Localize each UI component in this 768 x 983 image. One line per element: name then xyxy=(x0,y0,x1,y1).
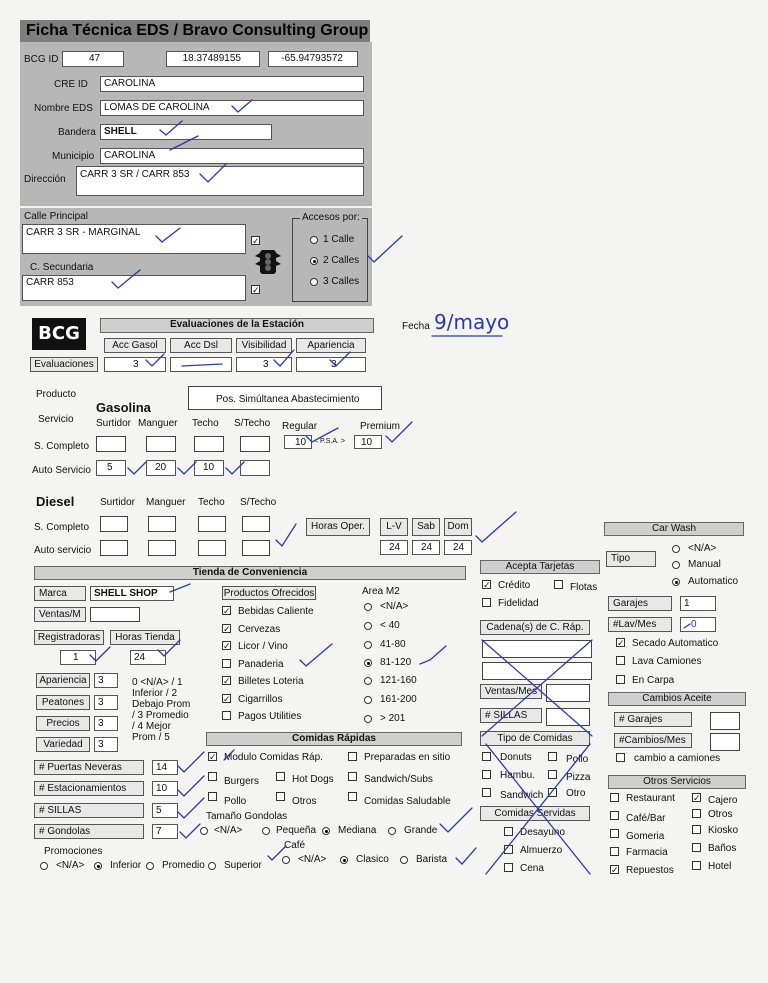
bcg-logo: BCG xyxy=(32,318,86,350)
horas-sab-field[interactable]: 24 xyxy=(412,540,440,555)
producto-cervezas-checkbox[interactable]: ✓ xyxy=(223,624,231,634)
saludable-label: Comidas Saludable xyxy=(364,796,451,807)
horas-dom-field[interactable]: 24 xyxy=(444,540,472,555)
banos-label: Baños xyxy=(708,843,737,854)
escala-1: Inferior / 2 xyxy=(132,688,178,699)
otros-servicio-label: Otros xyxy=(708,809,733,820)
aceite-garajes-label: # Garajes xyxy=(614,712,692,727)
area-201-label: > 201 xyxy=(380,713,406,724)
accesos-1-label: 1 Calle xyxy=(323,234,355,245)
producto-panaderia-label: Panaderia xyxy=(238,659,284,670)
carwash-manual-label: Manual xyxy=(688,559,721,570)
servicio-label: Servicio xyxy=(38,414,74,425)
eval-col-apariencia: Apariencia xyxy=(296,338,366,353)
carwash-tipo-label: Tipo xyxy=(606,551,656,567)
municipio-label: Municipio xyxy=(52,151,95,162)
aceite-cambios-label: #Cambios/Mes xyxy=(614,733,692,748)
gas-auto-label: Auto Servicio xyxy=(32,465,91,476)
desayuno-label: Desayuno xyxy=(520,827,566,838)
cafe-na-label: <N/A> xyxy=(298,854,327,865)
check-mark-modulo xyxy=(224,750,234,760)
longitude-field[interactable]: -65.94793572 xyxy=(268,51,358,67)
check-mark-tamano xyxy=(440,808,472,832)
cre-id-field[interactable]: CAROLINA xyxy=(100,76,364,92)
area-40-label: < 40 xyxy=(380,620,400,631)
sillas-field[interactable]: 5 xyxy=(152,803,178,818)
direccion-field[interactable]: CARR 3 SR / CARR 853 xyxy=(76,166,364,196)
gas-col-techo: Techo xyxy=(192,418,219,429)
evaluaciones-title: Evaluaciones de la Estación xyxy=(100,318,374,333)
check-mark-eval-3 xyxy=(274,350,294,366)
flotas-label: Flotas xyxy=(570,582,598,593)
camiones-label: cambio a camiones xyxy=(634,753,721,764)
regular-field[interactable]: 10 xyxy=(284,435,312,449)
promo-promedio-label: Promedio xyxy=(162,860,205,871)
tipo-otro-label: Otro xyxy=(566,788,586,799)
check-mark-direccion xyxy=(200,164,226,182)
gas-auto-manguer[interactable]: 20 xyxy=(146,460,176,476)
check-mark-premium xyxy=(386,422,412,442)
promo-na-label: <N/A> xyxy=(56,860,85,871)
area-200-label: 161-200 xyxy=(380,694,417,705)
promo-inferior-label: Inferior xyxy=(110,860,142,871)
check-mark-eval-1 xyxy=(146,354,164,366)
bandera-label: Bandera xyxy=(58,127,96,138)
variedad-label: Variedad xyxy=(36,737,90,752)
eval-col-acc-dsl: Acc Dsl xyxy=(170,338,232,353)
producto-bebidas-label: Bebidas Caliente xyxy=(238,606,314,617)
pos-simultanea-label: Pos. Simúltanea Abastecimiento xyxy=(216,394,360,405)
dsl-col-surtidor: Surtidor xyxy=(100,497,136,508)
escala-4: / 4 Mejor xyxy=(132,721,171,732)
dsl-col-manguer: Manguer xyxy=(146,497,186,508)
calle-principal-field[interactable]: CARR 3 SR - MARGINAL xyxy=(22,224,246,254)
check-mark-diesel xyxy=(276,524,296,546)
dsl-col-stecho: S/Techo xyxy=(240,497,277,508)
check-mark-puertas xyxy=(178,752,204,772)
restaurant-label: Restaurant xyxy=(626,793,675,804)
nombre-eds-field[interactable]: LOMAS DE CAROLINA xyxy=(100,100,364,116)
check-mark-calle-secundaria xyxy=(112,270,140,288)
check-mark-estacionamientos xyxy=(178,776,204,796)
horas-tienda-field[interactable]: 24 xyxy=(130,650,166,665)
ventas-label: Ventas/M xyxy=(34,607,86,622)
donuts-label: Donuts xyxy=(500,752,532,763)
area-80-label: 41-80 xyxy=(380,639,406,650)
tipo-pollo-label: Pollo xyxy=(566,754,589,765)
estacionamientos-label: # Estacionamientos xyxy=(34,781,144,796)
gas-col-stecho: S/Techo xyxy=(234,418,271,429)
eval-visibilidad-field[interactable]: 3 xyxy=(236,357,292,372)
area-120-label: 81-120 xyxy=(380,657,412,668)
nombre-eds-label: Nombre EDS xyxy=(34,103,93,114)
horas-lv-field[interactable]: 24 xyxy=(380,540,408,555)
ventas-mes-label: Ventas/Mes xyxy=(480,684,542,699)
repuestos-label: Repuestos xyxy=(626,865,674,876)
calle-secundaria-checkbox[interactable]: ✓ xyxy=(252,285,260,295)
hambu-label: Hambu. xyxy=(500,770,536,781)
aceite-title: Cambios Aceite xyxy=(608,692,746,706)
fecha-handwritten: 9/mayo xyxy=(434,310,510,334)
gondolas-label: # Gondolas xyxy=(34,824,144,839)
producto-cigarrillos-label: Cigarrillos xyxy=(238,694,283,705)
horas-tienda-label: Horas Tienda xyxy=(110,630,180,645)
producto-utilities-label: Pagos Utilities xyxy=(238,711,302,722)
area-160-label: 121-160 xyxy=(380,675,417,686)
carwash-title: Car Wash xyxy=(604,522,744,536)
latitude-field[interactable]: 18.37489155 xyxy=(166,51,260,67)
cafe-bar-label: Café/Bar xyxy=(626,813,666,824)
producto-loteria-checkbox[interactable]: ✓ xyxy=(223,676,231,686)
premium-label: Premium xyxy=(360,421,401,432)
tamano-pequena-label: Pequeña xyxy=(276,825,317,836)
escala-2: Debajo Prom xyxy=(132,699,191,710)
check-mark-calle-principal xyxy=(156,228,180,242)
check-mark-area xyxy=(420,646,446,664)
carwash-garajes-label: Garajes xyxy=(608,596,672,611)
marca-label: Marca xyxy=(34,586,86,601)
modulo-comidas-checkbox[interactable]: ✓ xyxy=(209,752,217,762)
fidelidad-label: Fidelidad xyxy=(498,598,539,609)
accesos-2-label: 2 Calles xyxy=(323,255,360,266)
diesel-title: Diesel xyxy=(36,494,75,509)
comidas-title: Comidas Rápidas xyxy=(206,732,462,746)
check-mark-accesos xyxy=(368,236,402,262)
promociones-label: Promociones xyxy=(44,846,103,857)
check-mark-bandera xyxy=(160,121,182,135)
check-mark-gas-auto-2 xyxy=(178,462,196,474)
tipo-sandwich-label: Sandwich xyxy=(500,790,544,801)
carwash-garajes-field[interactable]: 1 xyxy=(680,596,716,611)
check-mark-eval-4 xyxy=(330,352,350,366)
cena-label: Cena xyxy=(520,863,544,874)
lav-mes-label: #Lav/Mes xyxy=(608,617,672,632)
credito-checkbox[interactable]: ✓ xyxy=(483,580,491,590)
registradoras-label: Registradoras xyxy=(34,630,104,645)
dsl-col-techo: Techo xyxy=(198,497,225,508)
cadenas-label: Cadena(s) de C. Ráp. xyxy=(480,620,590,635)
check-mark-registradoras xyxy=(90,647,110,661)
tipo-comidas-label: Tipo de Comidas xyxy=(480,731,590,746)
direccion-label: Dirección xyxy=(24,174,66,185)
lav-mes-field[interactable]: 0 xyxy=(680,617,716,632)
horas-col-dom: Dom xyxy=(444,518,472,536)
marca-field[interactable]: SHELL SHOP xyxy=(90,586,174,601)
repuestos-checkbox[interactable]: ✓ xyxy=(611,865,619,875)
escala-3: / 3 Promedio xyxy=(132,710,189,721)
apariencia-label: Apariencia xyxy=(36,673,90,688)
check-mark-municipio xyxy=(170,136,198,150)
gas-col-surtidor: Surtidor xyxy=(96,418,132,429)
otros-comidas-label: Otros xyxy=(292,796,317,807)
gas-completo-label: S. Completo xyxy=(34,441,90,452)
credito-label: Crédito xyxy=(498,580,531,591)
otros-servicios-title: Otros Servicios xyxy=(608,775,746,789)
producto-licor-label: Licor / Vino xyxy=(238,641,288,652)
modulo-comidas-label: Modulo Comidas Ráp. xyxy=(224,752,323,763)
farmacia-label: Farmacia xyxy=(626,847,668,858)
producto-loteria-label: Billetes Loteria xyxy=(238,676,304,687)
calle-principal-checkbox[interactable]: ✓ xyxy=(252,236,260,246)
check-mark-sillas xyxy=(178,798,204,818)
area-na-label: <N/A> xyxy=(380,601,409,612)
dash-eval-2 xyxy=(182,364,222,366)
gas-col-manguer: Manguer xyxy=(138,418,178,429)
tienda-title: Tienda de Conveniencia xyxy=(34,566,466,580)
promo-superior-label: Superior xyxy=(224,860,262,871)
variedad-field[interactable]: 3 xyxy=(94,737,118,752)
evaluaciones-row-label: Evaluaciones xyxy=(30,357,98,372)
lava-camiones-label: Lava Camiones xyxy=(632,656,702,667)
producto-bebidas-checkbox[interactable]: ✓ xyxy=(223,606,231,616)
hotdogs-label: Hot Dogs xyxy=(292,774,334,785)
check-mark-promo xyxy=(268,846,286,860)
cre-id-label: CRE ID xyxy=(54,79,88,90)
horas-oper-label: Horas Oper. xyxy=(306,518,370,536)
check-mark-marca xyxy=(170,584,190,592)
producto-cigarrillos-checkbox[interactable]: ✓ xyxy=(223,694,231,704)
escala-5: Prom / 5 xyxy=(132,732,170,743)
psa-label: < P.S.A. > xyxy=(314,438,346,445)
eval-apariencia-field[interactable]: 3 xyxy=(296,357,366,372)
precios-field[interactable]: 3 xyxy=(94,716,118,731)
area-label: Area M2 xyxy=(362,586,400,597)
calle-secundaria-label: C. Secundaria xyxy=(30,262,94,273)
eval-acc-gasol-field[interactable]: 3 xyxy=(104,357,166,372)
cafe-barista-label: Barista xyxy=(416,854,448,865)
gomeria-label: Gomeria xyxy=(626,831,665,842)
secado-label: Secado Automatico xyxy=(632,638,719,649)
tarjetas-title: Acepta Tarjetas xyxy=(480,560,600,574)
horas-col-lv: L-V xyxy=(380,518,408,536)
check-mark-cafe xyxy=(456,848,476,864)
cadena-sillas-label: # SILLAS xyxy=(480,708,542,723)
hotel-label: Hotel xyxy=(708,861,732,872)
accesos-label: Accesos por: xyxy=(302,212,360,223)
cafe-label: Café xyxy=(284,840,306,851)
burgers-label: Burgers xyxy=(224,776,260,787)
peatones-field[interactable]: 3 xyxy=(94,695,118,710)
check-mark-nombre xyxy=(232,100,252,112)
peatones-label: Peatones xyxy=(36,695,90,710)
puertas-field[interactable]: 14 xyxy=(152,760,178,775)
check-mark-regular xyxy=(306,428,338,442)
sillas-label: # SILLAS xyxy=(34,803,144,818)
escala-0: 0 <N/A> / 1 xyxy=(132,677,183,688)
productos-label: Productos Ofrecidos xyxy=(223,588,315,599)
pizza-label: Pizza xyxy=(566,772,591,783)
form-title: Ficha Técnica EDS / Bravo Consulting Group xyxy=(20,20,370,42)
secado-checkbox[interactable]: ✓ xyxy=(617,638,625,648)
tamano-mediana-label: Mediana xyxy=(338,825,377,836)
cafe-clasico-label: Clasico xyxy=(356,854,389,865)
estacionamientos-field[interactable]: 10 xyxy=(152,781,178,796)
bandera-field[interactable]: SHELL xyxy=(100,124,272,140)
eval-col-acc-gasol: Acc Gasol xyxy=(104,338,166,353)
check-mark-horas-tienda xyxy=(158,640,180,656)
check-mark-gas-auto-3 xyxy=(226,462,244,474)
dsl-completo-label: S. Completo xyxy=(34,522,90,533)
apariencia-field[interactable]: 3 xyxy=(94,673,118,688)
dsl-auto-label: Auto servicio xyxy=(34,545,92,556)
check-mark-gas-auto-1 xyxy=(128,462,146,474)
check-mark-lav xyxy=(684,624,690,628)
bcg-id-field[interactable]: 47 xyxy=(62,51,124,67)
check-mark-horas xyxy=(476,512,516,542)
almuerzo-label: Almuerzo xyxy=(520,845,563,856)
comidas-servidas-label: Comidas Servidas xyxy=(480,806,590,821)
calle-principal-label: Calle Principal xyxy=(24,211,88,222)
accesos-3-label: 3 Calles xyxy=(323,276,360,287)
gas-auto-techo[interactable]: 10 xyxy=(194,460,224,476)
producto-licor-checkbox[interactable]: ✓ xyxy=(223,641,231,651)
gas-auto-surtidor[interactable]: 5 xyxy=(96,460,126,476)
calle-secundaria-field[interactable]: CARR 853 xyxy=(22,275,246,301)
en-carpa-label: En Carpa xyxy=(632,675,675,686)
precios-label: Precios xyxy=(36,716,90,731)
kiosko-label: Kiosko xyxy=(708,825,739,836)
gasolina-title: Gasolina xyxy=(96,400,151,415)
tamano-na-label: <N/A> xyxy=(214,825,243,836)
registradoras-field[interactable]: 1 xyxy=(60,650,96,665)
cajero-label: Cajero xyxy=(708,795,738,806)
carwash-auto-label: Automatico xyxy=(688,576,739,587)
tamano-label: Tamaño Gondolas xyxy=(206,811,288,822)
gondolas-field[interactable]: 7 xyxy=(152,824,178,839)
tamano-grande-label: Grande xyxy=(404,825,438,836)
premium-field[interactable]: 10 xyxy=(354,435,382,449)
puertas-label: # Puertas Neveras xyxy=(34,760,144,775)
bcg-id-label: BCG ID xyxy=(24,54,59,65)
carwash-na-label: <N/A> xyxy=(688,543,717,554)
horas-col-sab: Sab xyxy=(412,518,440,536)
municipio-field[interactable]: CAROLINA xyxy=(100,148,364,164)
sandwich-label: Sandwich/Subs xyxy=(364,774,433,785)
cajero-checkbox[interactable]: ✓ xyxy=(693,793,701,803)
check-mark-gondolas xyxy=(180,824,200,838)
eval-col-visibilidad: Visibilidad xyxy=(236,338,292,353)
preparadas-label: Preparadas en sitio xyxy=(364,752,451,763)
fecha-label: Fecha xyxy=(402,321,430,332)
pollo-label: Pollo xyxy=(224,796,247,807)
producto-cervezas-label: Cervezas xyxy=(238,624,281,635)
regular-label: Regular xyxy=(282,421,318,432)
check-mark-productos xyxy=(300,644,332,666)
producto-label: Producto xyxy=(36,389,77,400)
